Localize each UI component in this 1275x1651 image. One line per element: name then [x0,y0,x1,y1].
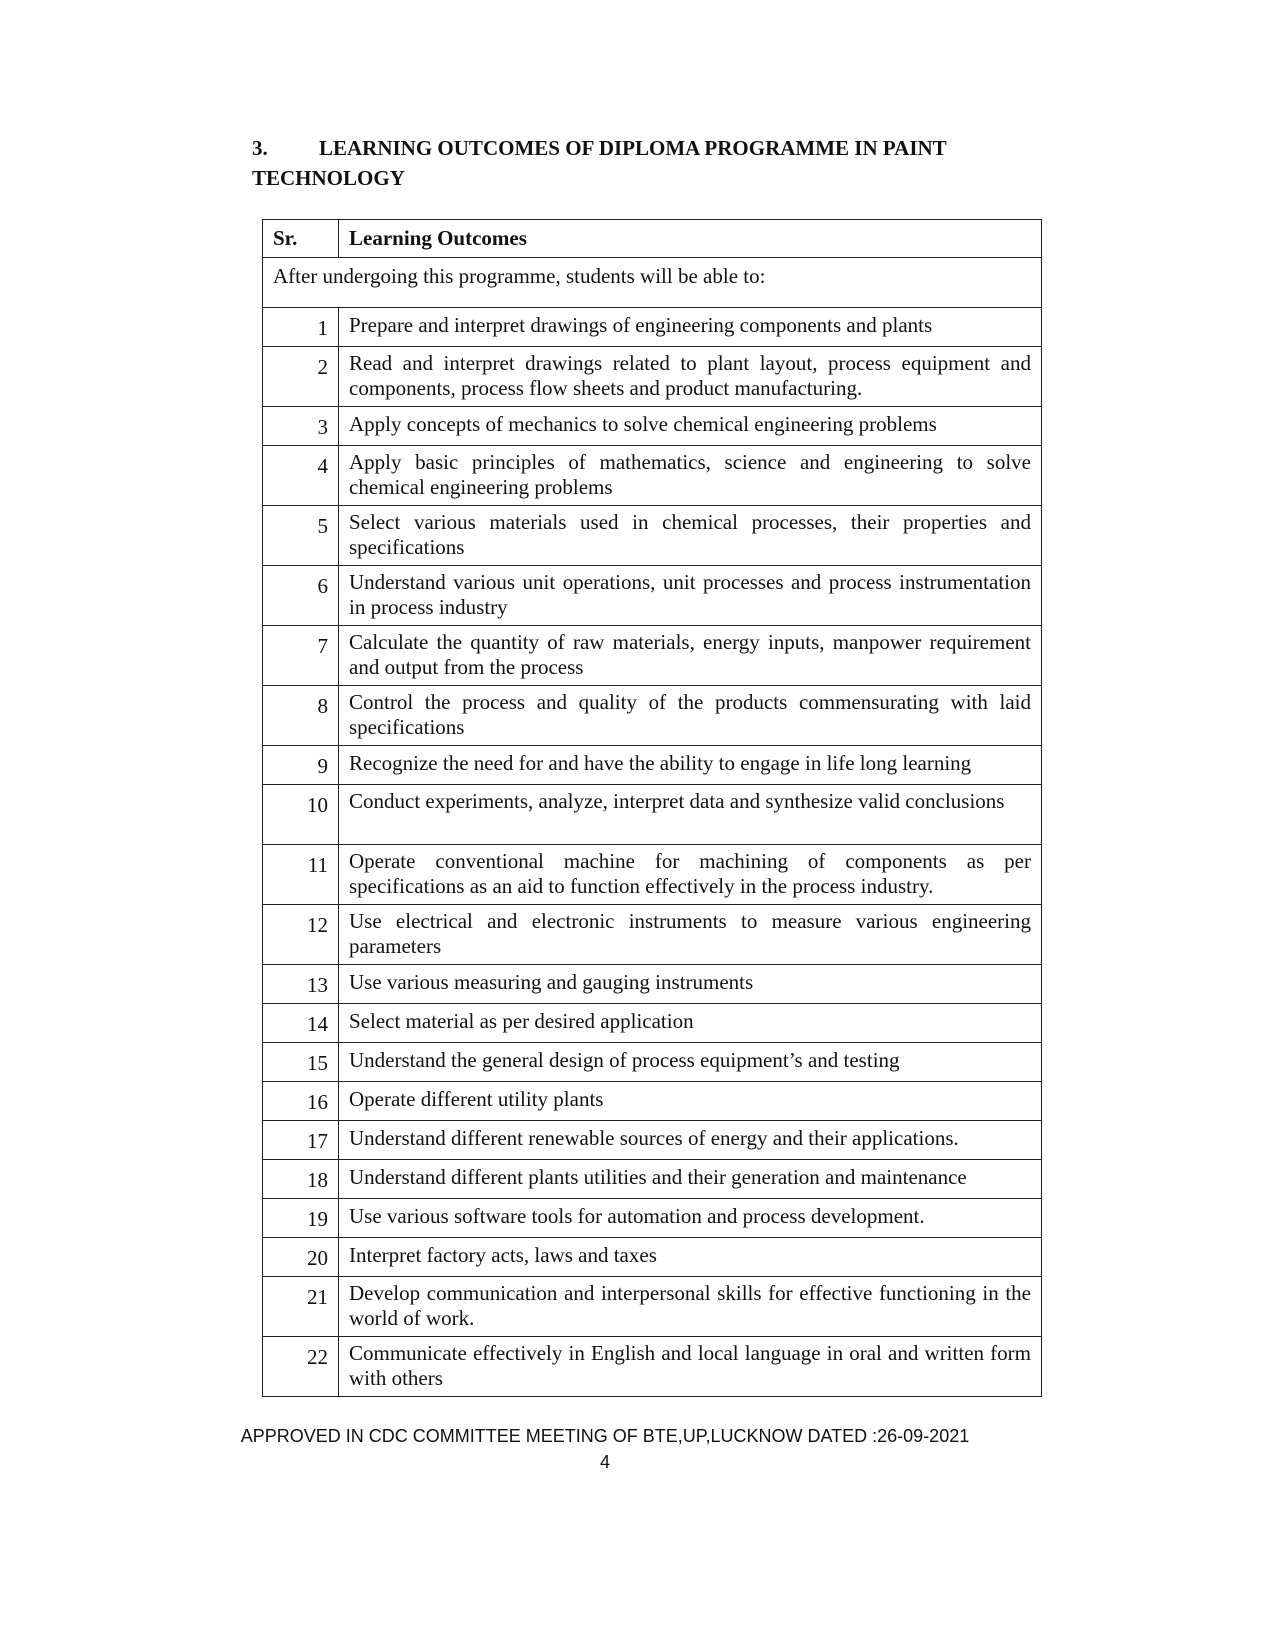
row-sr: 21 [263,1277,339,1337]
row-sr: 1 [263,308,339,347]
row-sr: 15 [263,1043,339,1082]
row-sr: 20 [263,1238,339,1277]
learning-outcomes-table [262,219,1042,1397]
table-intro-text: After undergoing this programme, students will be able to: [263,258,1042,308]
row-outcome: Understand the general design of process equipment’s and testing [339,1043,1042,1082]
row-sr: 14 [263,1004,339,1043]
table-row [263,1004,1042,1043]
row-outcome: Operate different utility plants [339,1082,1042,1121]
row-sr: 13 [263,965,339,1004]
row-sr: 12 [263,905,339,965]
row-outcome: Recognize the need for and have the ability to engage in life long learning [339,746,1042,785]
row-sr: 8 [263,686,339,746]
table-row [263,905,1042,965]
row-outcome: Develop communication and interpersonal skills for effective functioning in the world of work. [339,1277,1042,1337]
table-row [263,446,1042,506]
table-row [263,1082,1042,1121]
row-sr: 19 [263,1199,339,1238]
row-outcome: Calculate the quantity of raw materials, energy inputs, manpower requirement and output from the process [339,626,1042,686]
row-sr: 5 [263,506,339,566]
table-row [263,1277,1042,1337]
table-row [263,686,1042,746]
table-row [263,506,1042,566]
table-row [263,1043,1042,1082]
table-row [263,1337,1042,1397]
column-header-outcomes: Learning Outcomes [339,220,1042,258]
row-sr: 22 [263,1337,339,1397]
page-number: 4 [599,1452,610,1472]
table-row [263,1160,1042,1199]
table-header-row [263,220,1042,258]
table-row [263,308,1042,347]
row-outcome: Use various software tools for automation and process development. [339,1199,1042,1238]
row-outcome: Read and interpret drawings related to plant layout, process equipment and components, process flow sheets and product manufacturing. [339,347,1042,407]
table-row [263,1199,1042,1238]
table-row [263,407,1042,446]
row-outcome: Apply basic principles of mathematics, science and engineering to solve chemical engineering problems [339,446,1042,506]
row-sr: 6 [263,566,339,626]
row-sr: 11 [263,845,339,905]
table-row [263,785,1042,845]
row-outcome: Prepare and interpret drawings of engineering components and plants [339,308,1042,347]
table-row [263,845,1042,905]
section-title: LEARNING OUTCOMES OF DIPLOMA PROGRAMME IN PAINT TECHNOLOGY [252,136,947,190]
table-row [263,1238,1042,1277]
row-sr: 7 [263,626,339,686]
column-header-sr: Sr. [263,220,339,258]
row-outcome: Conduct experiments, analyze, interpret data and synthesize valid conclusions [339,785,1042,845]
table-row [263,566,1042,626]
row-outcome: Operate conventional machine for machining of components as per specifications as an aid to function effectively in the process industry. [339,845,1042,905]
row-sr: 3 [263,407,339,446]
row-outcome: Select material as per desired application [339,1004,1042,1043]
row-outcome: Use various measuring and gauging instruments [339,965,1042,1004]
row-outcome: Understand different renewable sources of energy and their applications. [339,1121,1042,1160]
row-sr: 4 [263,446,339,506]
row-sr: 9 [263,746,339,785]
table-row [263,347,1042,407]
row-outcome: Communicate effectively in English and local language in oral and written form with others [339,1337,1042,1397]
row-outcome: Control the process and quality of the products commensurating with laid specifications [339,686,1042,746]
row-outcome: Select various materials used in chemical processes, their properties and specifications [339,506,1042,566]
table-intro-row [263,258,1042,308]
table-row [263,965,1042,1004]
row-sr: 18 [263,1160,339,1199]
row-sr: 10 [263,785,339,845]
row-sr: 17 [263,1121,339,1160]
row-sr: 16 [263,1082,339,1121]
row-outcome: Use electrical and electronic instruments to measure various engineering parameters [339,905,1042,965]
row-outcome: Apply concepts of mechanics to solve chemical engineering problems [339,407,1042,446]
approval-footer: APPROVED IN CDC COMMITTEE MEETING OF BTE,UP,LUCKNOW DATED :26-09-2021 [240,1426,970,1446]
table-row [263,1121,1042,1160]
section-heading [252,133,1052,193]
row-outcome: Understand various unit operations, unit processes and process instrumentation in process industry [339,566,1042,626]
table-row [263,626,1042,686]
row-outcome: Interpret factory acts, laws and taxes [339,1238,1042,1277]
row-sr: 2 [263,347,339,407]
table-row [263,746,1042,785]
row-outcome: Understand different plants utilities and their generation and maintenance [339,1160,1042,1199]
section-number: 3. [252,136,268,160]
